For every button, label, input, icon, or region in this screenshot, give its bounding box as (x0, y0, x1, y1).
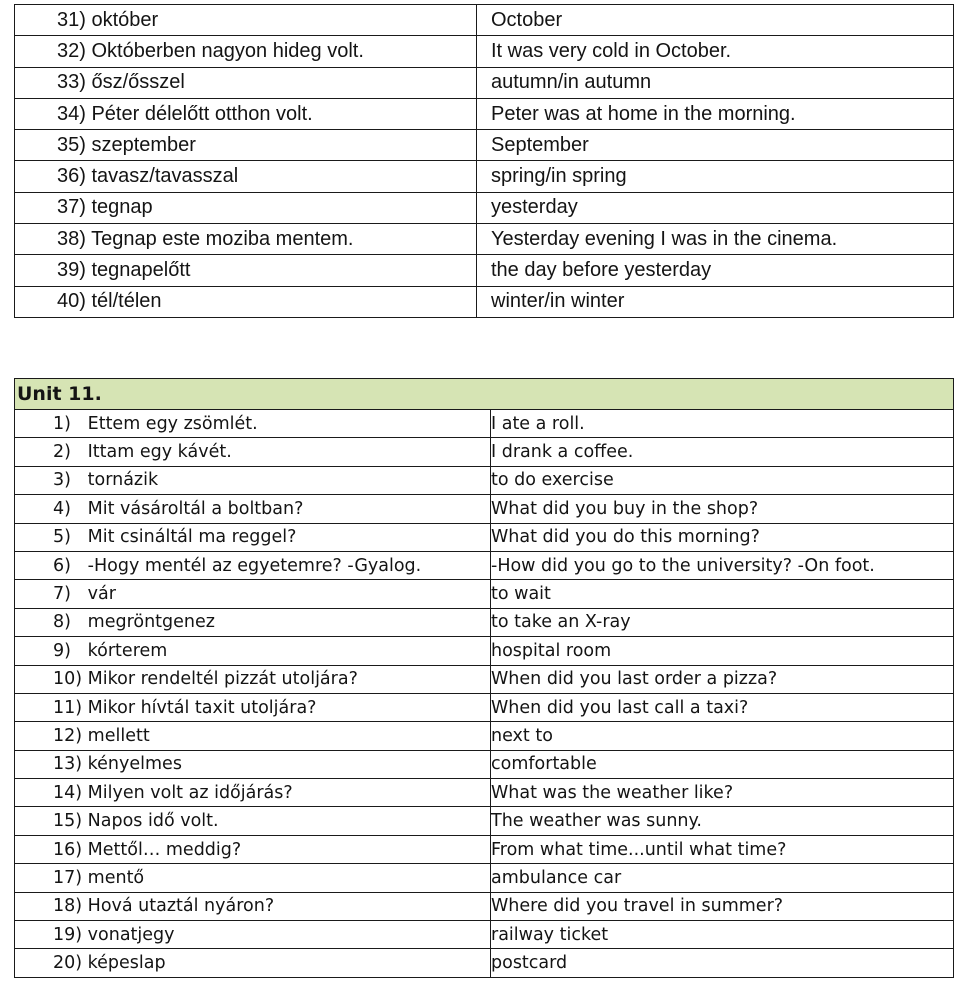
table-row (15, 192, 954, 223)
table-row (15, 130, 954, 161)
hungarian-phrase: 12) mellett (15, 722, 491, 750)
english-translation: spring/in spring (477, 161, 954, 192)
english-translation: to do exercise (491, 466, 954, 494)
table-row (15, 286, 954, 317)
table-row (15, 98, 954, 129)
vocabulary-table-part1 (14, 4, 954, 318)
hungarian-phrase: 38) Tegnap este moziba mentem. (15, 224, 477, 255)
hungarian-phrase: 4) Mit vásároltál a boltban? (15, 495, 491, 523)
english-translation: When did you last order a pizza? (491, 665, 954, 693)
table-row (15, 36, 954, 67)
hungarian-phrase: 40) tél/télen (15, 286, 477, 317)
hungarian-phrase: 39) tegnapelőtt (15, 255, 477, 286)
hungarian-phrase: 14) Milyen volt az időjárás? (15, 779, 491, 807)
hungarian-phrase: 13) kényelmes (15, 750, 491, 778)
table-row (15, 750, 954, 778)
english-translation: winter/in winter (477, 286, 954, 317)
hungarian-phrase: 5) Mit csináltál ma reggel? (15, 523, 491, 551)
hungarian-phrase: 35) szeptember (15, 130, 477, 161)
english-translation: autumn/in autumn (477, 67, 954, 98)
hungarian-phrase: 34) Péter délelőtt otthon volt. (15, 98, 477, 129)
english-translation: I drank a coffee. (491, 438, 954, 466)
hungarian-phrase: 6) -Hogy mentél az egyetemre? -Gyalog. (15, 551, 491, 579)
table-row (15, 551, 954, 579)
english-translation: comfortable (491, 750, 954, 778)
table-row (15, 722, 954, 750)
table-row (15, 864, 954, 892)
vocabulary-table-unit-11 (14, 378, 954, 978)
table-row (15, 438, 954, 466)
english-translation: It was very cold in October. (477, 36, 954, 67)
unit-heading-row (15, 379, 954, 410)
hungarian-phrase: 32) Októberben nagyon hideg volt. (15, 36, 477, 67)
hungarian-phrase: 15) Napos idő volt. (15, 807, 491, 835)
table-row (15, 495, 954, 523)
table-row (15, 410, 954, 438)
english-translation: Yesterday evening I was in the cinema. (477, 224, 954, 255)
english-translation: What was the weather like? (491, 779, 954, 807)
english-translation: What did you buy in the shop? (491, 495, 954, 523)
english-translation: What did you do this morning? (491, 523, 954, 551)
table-row (15, 5, 954, 36)
english-translation: railway ticket (491, 921, 954, 949)
hungarian-phrase: 16) Mettől… meddig? (15, 835, 491, 863)
table-row (15, 949, 954, 977)
english-translation: Peter was at home in the morning. (477, 98, 954, 129)
hungarian-phrase: 19) vonatjegy (15, 921, 491, 949)
hungarian-phrase: 33) ősz/ősszel (15, 67, 477, 98)
english-translation: -How did you go to the university? -On foot. (491, 551, 954, 579)
hungarian-phrase: 17) mentő (15, 864, 491, 892)
table-row (15, 637, 954, 665)
table-row (15, 693, 954, 721)
english-translation: the day before yesterday (477, 255, 954, 286)
unit-heading: Unit 11. (15, 379, 954, 410)
table-row (15, 779, 954, 807)
table2-body (15, 379, 954, 978)
english-translation: postcard (491, 949, 954, 977)
english-translation: to wait (491, 580, 954, 608)
table-row (15, 255, 954, 286)
table-row (15, 835, 954, 863)
hungarian-phrase: 7) vár (15, 580, 491, 608)
table-row (15, 608, 954, 636)
table-row (15, 580, 954, 608)
hungarian-phrase: 18) Hová utaztál nyáron? (15, 892, 491, 920)
english-translation: September (477, 130, 954, 161)
table1-body (15, 5, 954, 318)
hungarian-phrase: 11) Mikor hívtál taxit utoljára? (15, 693, 491, 721)
table-row (15, 161, 954, 192)
hungarian-phrase: 3) tornázik (15, 466, 491, 494)
table-row (15, 892, 954, 920)
english-translation: The weather was sunny. (491, 807, 954, 835)
hungarian-phrase: 20) képeslap (15, 949, 491, 977)
hungarian-phrase: 2) Ittam egy kávét. (15, 438, 491, 466)
english-translation: When did you last call a taxi? (491, 693, 954, 721)
table-row (15, 665, 954, 693)
english-translation: next to (491, 722, 954, 750)
hungarian-phrase: 8) megröntgenez (15, 608, 491, 636)
english-translation: ambulance car (491, 864, 954, 892)
english-translation: to take an X-ray (491, 608, 954, 636)
table-row (15, 224, 954, 255)
table-row (15, 921, 954, 949)
table-row (15, 807, 954, 835)
english-translation: October (477, 5, 954, 36)
english-translation: I ate a roll. (491, 410, 954, 438)
table-row (15, 466, 954, 494)
table-row (15, 67, 954, 98)
hungarian-phrase: 31) október (15, 5, 477, 36)
hungarian-phrase: 36) tavasz/tavasszal (15, 161, 477, 192)
english-translation: yesterday (477, 192, 954, 223)
table-row (15, 523, 954, 551)
english-translation: From what time...until what time? (491, 835, 954, 863)
hungarian-phrase: 37) tegnap (15, 192, 477, 223)
english-translation: Where did you travel in summer? (491, 892, 954, 920)
english-translation: hospital room (491, 637, 954, 665)
hungarian-phrase: 10) Mikor rendeltél pizzát utoljára? (15, 665, 491, 693)
hungarian-phrase: 9) kórterem (15, 637, 491, 665)
hungarian-phrase: 1) Ettem egy zsömlét. (15, 410, 491, 438)
